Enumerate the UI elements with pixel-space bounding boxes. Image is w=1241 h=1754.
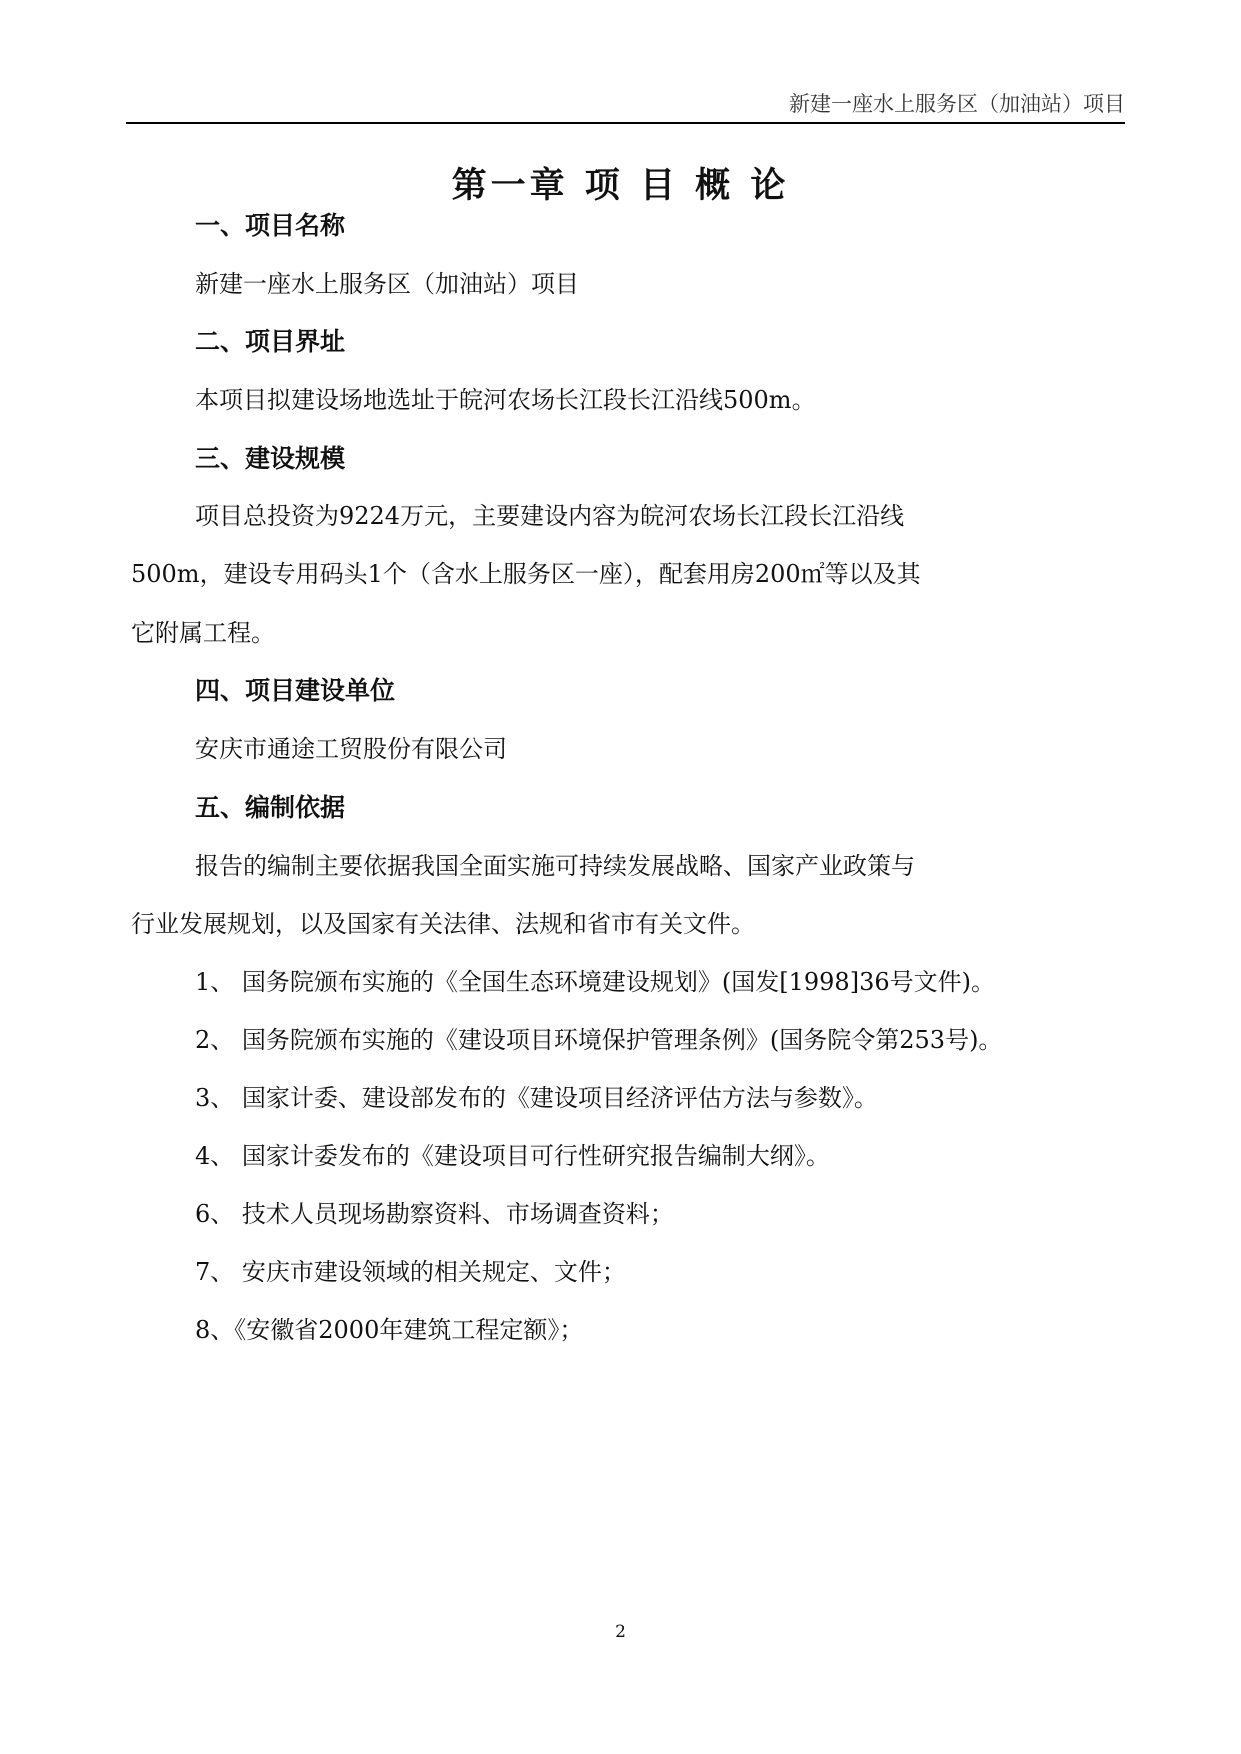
basis-item: 3、 国家计委、建设部发布的《建设项目经济评估方法与参数》。 xyxy=(195,1084,878,1112)
basis-text-line-1: 报告的编制主要依据我国全面实施可持续发展战略、国家产业政策与 xyxy=(195,852,915,880)
scale-text-line-2: 500m，建设专用码头1个（含水上服务区一座），配套用房200㎡等以及其 xyxy=(131,560,921,588)
chapter-title: 第一章 项 目 概 论 xyxy=(451,165,790,206)
basis-text-line-2: 行业发展规划，以及国家有关法律、法规和省市有关文件。 xyxy=(131,910,755,938)
construction-unit-text: 安庆市通途工贸股份有限公司 xyxy=(195,735,507,763)
basis-item: 8、《安徽省2000年建筑工程定额》； xyxy=(195,1316,584,1344)
section-heading-name: 一、项目名称 xyxy=(195,211,346,240)
running-header xyxy=(126,86,1125,124)
basis-item: 1、 国务院颁布实施的《全国生态环境建设规划》(国发[1998]36号文件)。 xyxy=(195,968,995,996)
section-heading-unit: 四、项目建设单位 xyxy=(195,676,396,705)
project-site-text: 本项目拟建设场地选址于皖河农场长江段长江沿线500m。 xyxy=(195,386,816,414)
basis-item: 4、 国家计委发布的《建设项目可行性研究报告编制大纲》。 xyxy=(195,1142,830,1170)
section-heading-scale: 三、建设规模 xyxy=(195,444,346,473)
basis-item: 7、 安庆市建设领域的相关规定、文件； xyxy=(195,1258,626,1286)
scale-text-line-3: 它附属工程。 xyxy=(131,619,275,647)
scale-text-line-1: 项目总投资为9224万元，主要建设内容为皖河农场长江段长江沿线 xyxy=(195,502,905,530)
basis-item: 2、 国务院颁布实施的《建设项目环境保护管理条例》(国务院令第253号)。 xyxy=(195,1026,1003,1054)
project-name-text: 新建一座水上服务区（加油站）项目 xyxy=(195,270,579,298)
running-header-title: 新建一座水上服务区（加油站）项目 xyxy=(789,92,1125,116)
basis-item: 6、 技术人员现场勘察资料、市场调查资料； xyxy=(195,1200,674,1228)
section-heading-basis: 五、编制依据 xyxy=(195,793,346,822)
section-heading-site: 二、项目界址 xyxy=(195,327,346,356)
page-number: 2 xyxy=(615,1622,626,1642)
